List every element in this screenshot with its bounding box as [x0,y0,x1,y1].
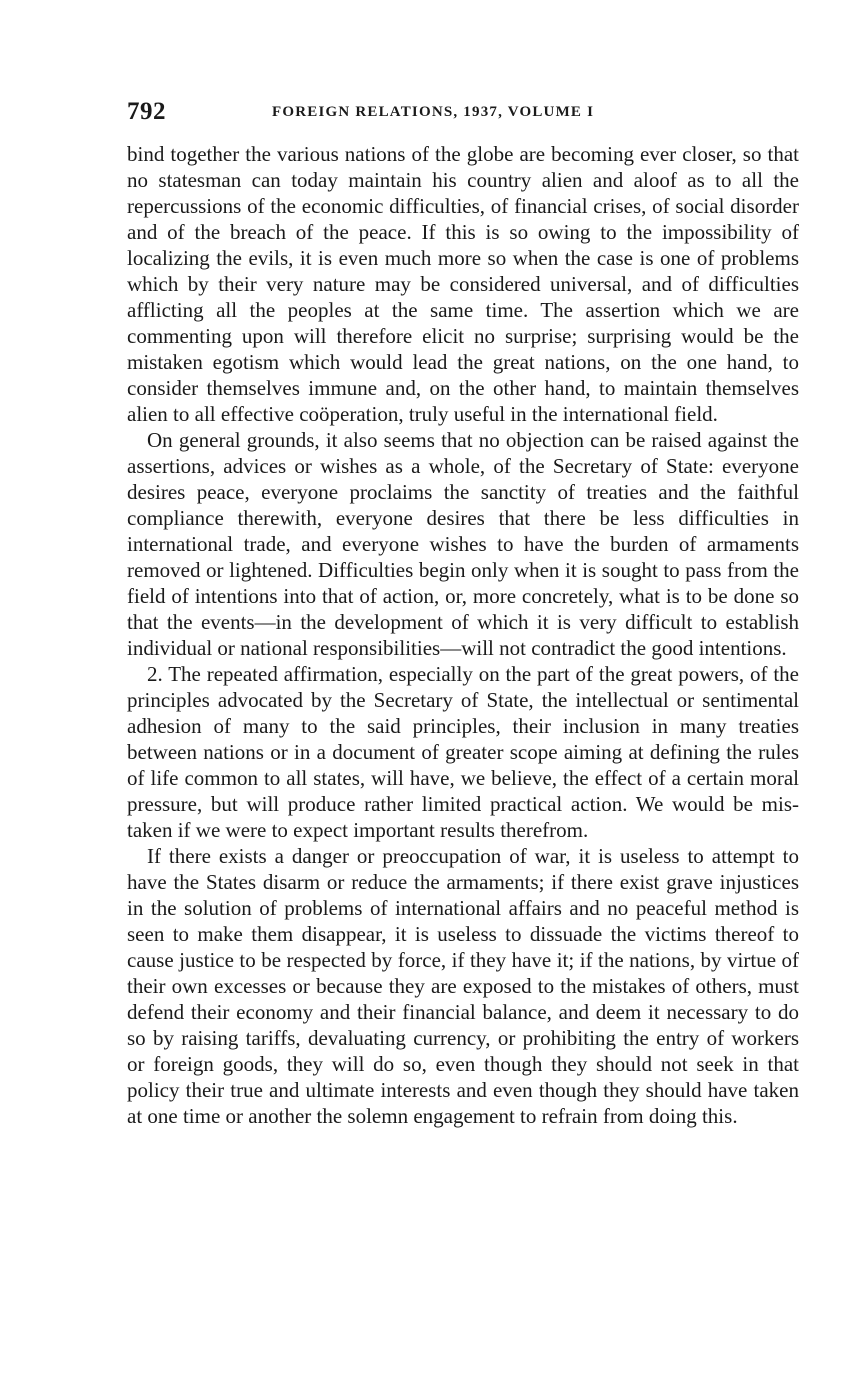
body-text [127,141,799,1129]
page-number: 792 [127,98,166,125]
paragraph-continuation: bind together the various nations of the globe are becoming ever closer, so that no statesman can today maintain his country alien and aloof as to all the repercussions of the economic difficulties, of financial crises, of social disorder and of the breach of the peace. If this is so owing to the impossibility of localizing the evils, it is even much more so when the case is one of problems which by their very nature may be considered universal, and of difficulties afflicting all the peoples at the same time. The assertion which we are commenting upon will therefore elicit no surprise; surprising would be the mistaken egotism which would lead the great nations, on the one hand, to consider themselves immune and, on the other hand, to maintain themselves alien to all effective coöperation, truly useful in the international field. [127,142,799,426]
paragraph-danger-of-war: If there exists a danger or preoccupation of war, it is useless to attempt to have the States disarm or reduce the armaments; if there exist grave injustices in the solution of problems of international affairs and no peaceful method is seen to make them disappear, it is useless to dissuade the victims thereof to cause justice to be respected by force, if they have it; if the nations, by virtue of their own excesses or because they are exposed to the mistakes of others, must defend their economy and their financial balance, and deem it necessary to do so by raising tariffs, devaluating currency, or prohibiting the entry of workers or foreign goods, they will do so, even though they should not seek in that policy their true and ultimate interests and even though they should have taken at one time or another the solemn engagement to refrain from doing this. [127,844,799,1128]
paragraph-general-grounds: On general grounds, it also seems that no objection can be raised against the assertions, advices or wishes as a whole, of the Secretary of State: everyone desires peace, everyone proclaims the sanctity of treaties and the faithful compliance therewith, everyone desires that there be less difficulties in international trade, and everyone wishes to have the burden of armaments removed or lightened. Difficulties begin only when it is sought to pass from the field of intentions into that of action, or, more concretely, what is to be done so that the events—in the development of which it is very difficult to establish individual or national responsibilities—will not contradict the good intentions. [127,428,799,660]
page-header [127,98,799,128]
running-head: FOREIGN RELATIONS, 1937, VOLUME I [272,104,595,120]
paragraph-section-2: 2. The repeated affirmation, especially on the part of the great powers, of the principles advocated by the Secretary of State, the intellectual or sentimental adhesion of many to the said principles, their inclusion in many treaties between nations or in a document of greater scope aiming at defining the rules of life common to all states, will have, we believe, the effect of a certain moral pressure, but will produce rather limited practical action. We would be mistaken if we were to expect important results therefrom. [127,662,799,842]
